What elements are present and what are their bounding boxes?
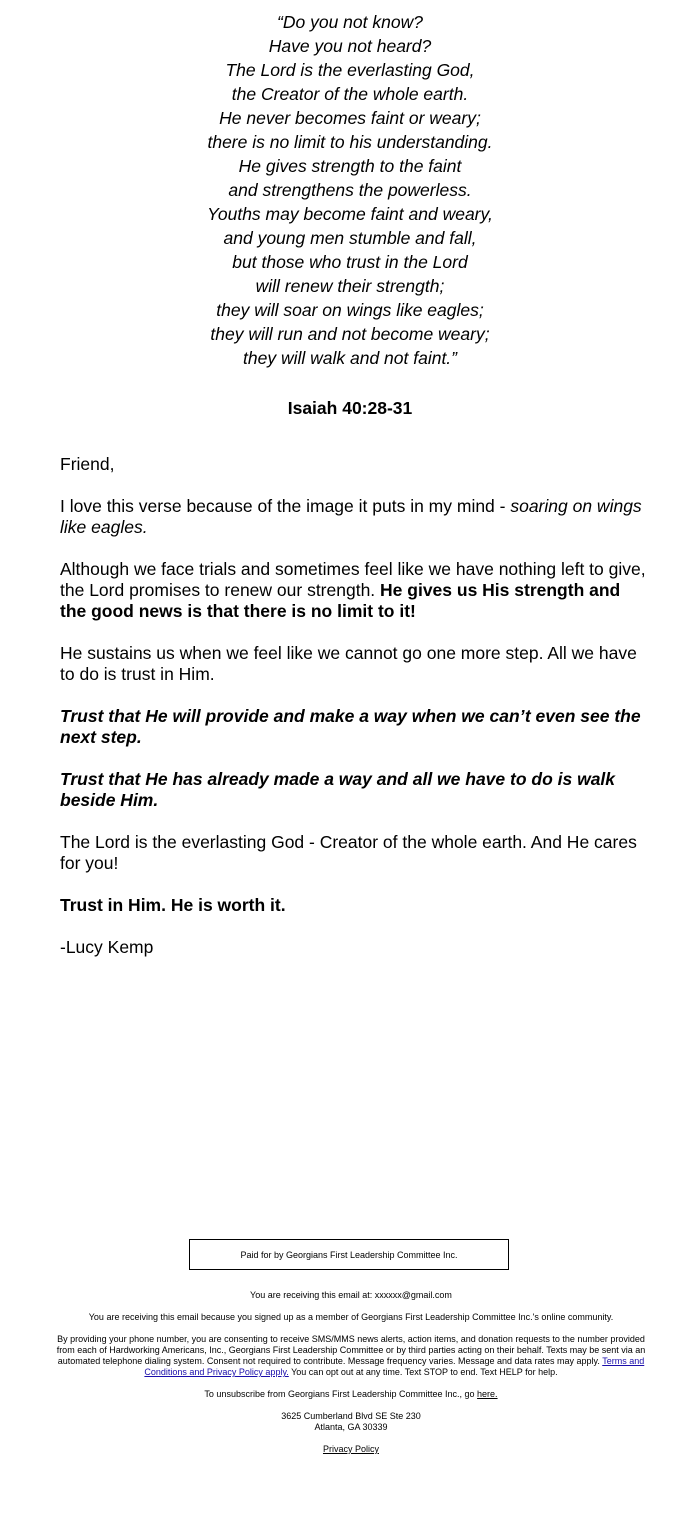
address-line-1: 3625 Cumberland Blvd SE Ste 230 — [281, 1411, 421, 1421]
address-line-2: Atlanta, GA 30339 — [314, 1422, 388, 1432]
paragraph — [60, 559, 650, 622]
greeting: Friend, — [60, 454, 115, 474]
paragraph: The Lord is the everlasting God - Creator of the whole earth. And He cares for you! — [60, 832, 637, 873]
verse-line: He never becomes faint or weary; — [219, 108, 481, 128]
paid-for-box — [189, 1239, 509, 1270]
paragraph-bold: He gives us His strength and the good news is that there is no limit to it! — [60, 580, 621, 621]
receiving-prefix: You are receiving this email at: — [250, 1290, 375, 1300]
verse-line: He gives strength to the faint — [238, 156, 462, 176]
paragraph — [60, 496, 650, 538]
verse-block — [0, 10, 700, 370]
verse-line: and young men stumble and fall, — [223, 228, 477, 248]
paragraph-emphasis: soaring on wings like eagles. — [60, 496, 642, 537]
unsubscribe-notice — [56, 1389, 646, 1400]
unsubscribe-text: To unsubscribe from Georgians First Leadership Committee Inc., go — [204, 1389, 478, 1399]
letter-body — [60, 454, 650, 979]
privacy-policy — [56, 1444, 646, 1455]
verse-line: but those who trust in the Lord — [232, 252, 468, 272]
verse-line: Youths may become faint and weary, — [207, 204, 493, 224]
verse-line: there is no limit to his understanding. — [207, 132, 493, 152]
terms-link[interactable]: Terms and Conditions and Privacy Policy apply. — [144, 1356, 645, 1377]
paragraph-emphasis: Trust that He has already made a way and all we have to do is walk beside Him. — [60, 769, 616, 810]
paragraph-bold-italic — [60, 769, 650, 811]
signup-reason: You are receiving this email because you signed up as a member of Georgians First Leadership Committee Inc.'s online community. — [88, 1312, 614, 1322]
mailing-address — [56, 1411, 646, 1433]
verse-line: the Creator of the whole earth. — [231, 84, 469, 104]
verse-line: “Do you not know? — [277, 12, 423, 32]
sms-tail: You can opt out at any time. Text STOP to end. Text HELP for help. — [288, 1367, 558, 1377]
paragraph-bold-italic — [60, 706, 650, 748]
privacy-policy-link[interactable]: Privacy Policy — [322, 1444, 379, 1454]
sms-text: By providing your phone number, you are consenting to receive SMS/MMS news alerts, action items, and donation requests to the number provided from each of Hardworking Americans, Inc., Georgians First Leadership Committee or by third parties acting on their behalf. Texts may be sent via an automated telephone dialing system. Consent not required to contribute. Message frequency varies. Message and data rates may apply. — [56, 1334, 646, 1366]
paid-for-text: Paid for by Georgians First Leadership Committee Inc. — [240, 1249, 458, 1260]
verse-line: they will run and not become weary; — [210, 324, 490, 344]
verse-line: they will walk and not faint.” — [243, 348, 457, 368]
paragraph-text: Although we face trials and sometimes feel like we have nothing left to give, the Lord promises to renew our strength. — [60, 559, 646, 600]
receiving-notice — [56, 1290, 646, 1301]
signature: -Lucy Kemp — [60, 937, 154, 957]
paragraph-bold — [60, 895, 650, 916]
sms-consent — [56, 1334, 646, 1378]
verse-line: they will soar on wings like eagles; — [216, 300, 484, 320]
verse-line: will renew their strength; — [255, 276, 445, 296]
paragraph-emphasis: Trust that He will provide and make a way when we can’t even see the next step. — [60, 706, 641, 747]
paragraph-text: I love this verse because of the image it puts in my mind - — [60, 496, 511, 516]
verse-reference: Isaiah 40:28-31 — [287, 398, 413, 418]
verse-line: and strengthens the powerless. — [228, 180, 472, 200]
recipient-email: xxxxxx@gmail.com — [374, 1290, 452, 1300]
unsubscribe-link[interactable]: here. — [477, 1389, 498, 1399]
closing-statement: Trust in Him. He is worth it. — [60, 895, 286, 915]
footer — [56, 1290, 646, 1466]
verse-line: Have you not heard? — [268, 36, 432, 56]
paragraph: He sustains us when we feel like we cannot go one more step. All we have to do is trust in Him. — [60, 643, 637, 684]
verse-line: The Lord is the everlasting God, — [225, 60, 475, 80]
